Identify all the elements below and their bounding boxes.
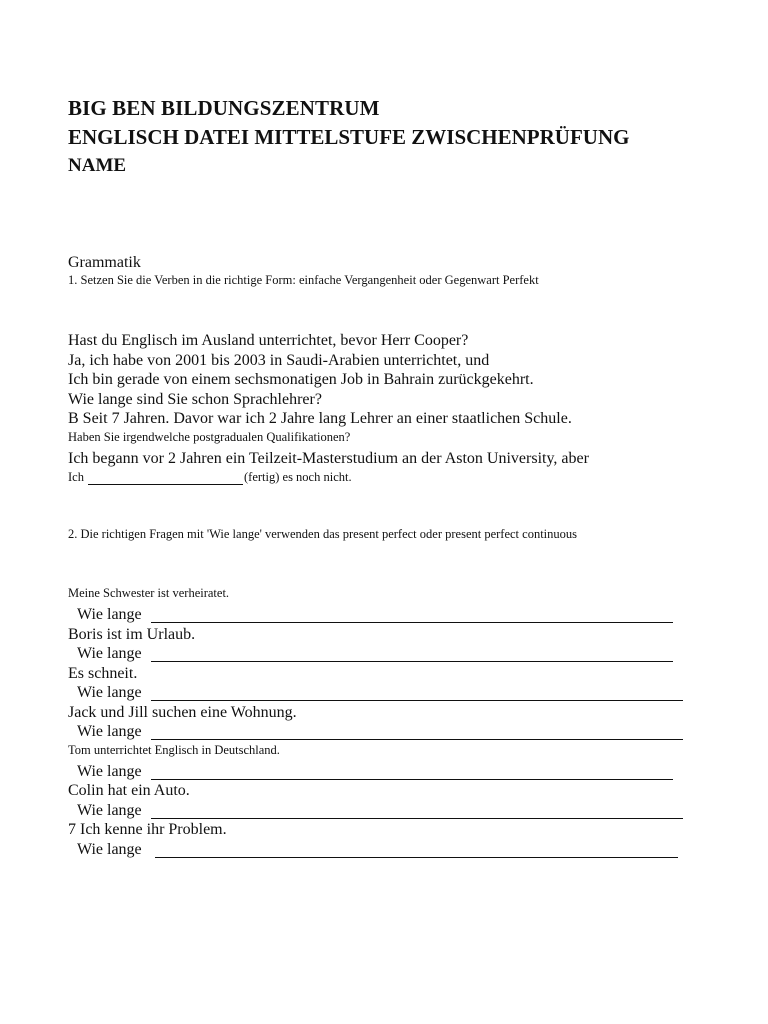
name-field-label: NAME (68, 155, 127, 176)
fill-in-suffix: (fertig) es noch nicht. (244, 470, 352, 484)
answer-line-6[interactable] (151, 818, 683, 819)
exercise1-line-5: B Seit 7 Jahren. Davor war ich 2 Jahre lang Lehrer an einer staatlichen Schule. (68, 410, 572, 427)
wie-lange-prompt-1: Wie lange (77, 606, 142, 623)
question-statement-2: Boris ist im Urlaub. (68, 626, 196, 643)
fill-in-blank-line[interactable] (88, 484, 243, 485)
wie-lange-prompt-7: Wie lange (77, 841, 142, 858)
section-title-grammatik: Grammatik (68, 254, 141, 271)
answer-line-7[interactable] (155, 857, 678, 858)
section1-instruction: 1. Setzen Sie die Verben in die richtige Form: einfache Vergangenheit oder Gegenwart Perfekt (68, 273, 539, 287)
section2-instruction: 2. Die richtigen Fragen mit 'Wie lange' verwenden das present perfect oder present perfect continuous (68, 527, 578, 541)
question-statement-6: Colin hat ein Auto. (68, 782, 190, 799)
exam-title-heading: ENGLISCH DATEI MITTELSTUFE ZWISCHENPRÜFUNG (68, 125, 630, 149)
exercise1-line-7: Ich begann vor 2 Jahren ein Teilzeit-Masterstudium an der Aston University, aber (68, 450, 589, 467)
exercise1-line-2: Ja, ich habe von 2001 bis 2003 in Saudi-Arabien unterrichtet, und (68, 352, 490, 369)
question-statement-5: Tom unterrichtet Englisch in Deutschland. (68, 743, 280, 757)
question-statement-4: Jack und Jill suchen eine Wohnung. (68, 704, 297, 721)
exercise1-line-1: Hast du Englisch im Ausland unterrichtet, bevor Herr Cooper? (68, 332, 469, 349)
exercise1-line-4: Wie lange sind Sie schon Sprachlehrer? (68, 391, 322, 408)
fill-in-prefix: Ich (68, 470, 84, 484)
answer-line-1[interactable] (151, 622, 673, 623)
exercise1-line-6: Haben Sie irgendwelche postgradualen Qualifikationen? (68, 430, 351, 444)
wie-lange-prompt-5: Wie lange (77, 763, 142, 780)
answer-line-3[interactable] (151, 700, 683, 701)
answer-line-2[interactable] (151, 661, 673, 662)
wie-lange-prompt-3: Wie lange (77, 684, 142, 701)
question-statement-1: Meine Schwester ist verheiratet. (68, 586, 230, 600)
answer-line-4[interactable] (151, 739, 683, 740)
question-statement-3: Es schneit. (68, 665, 138, 682)
answer-line-5[interactable] (151, 779, 673, 780)
wie-lange-prompt-4: Wie lange (77, 723, 142, 740)
wie-lange-prompt-2: Wie lange (77, 645, 142, 662)
question-statement-7: 7 Ich kenne ihr Problem. (68, 821, 227, 838)
wie-lange-prompt-6: Wie lange (77, 802, 142, 819)
school-name-heading: BIG BEN BILDUNGSZENTRUM (68, 96, 380, 120)
exercise1-line-3: Ich bin gerade von einem sechsmonatigen Job in Bahrain zurückgekehrt. (68, 371, 534, 388)
